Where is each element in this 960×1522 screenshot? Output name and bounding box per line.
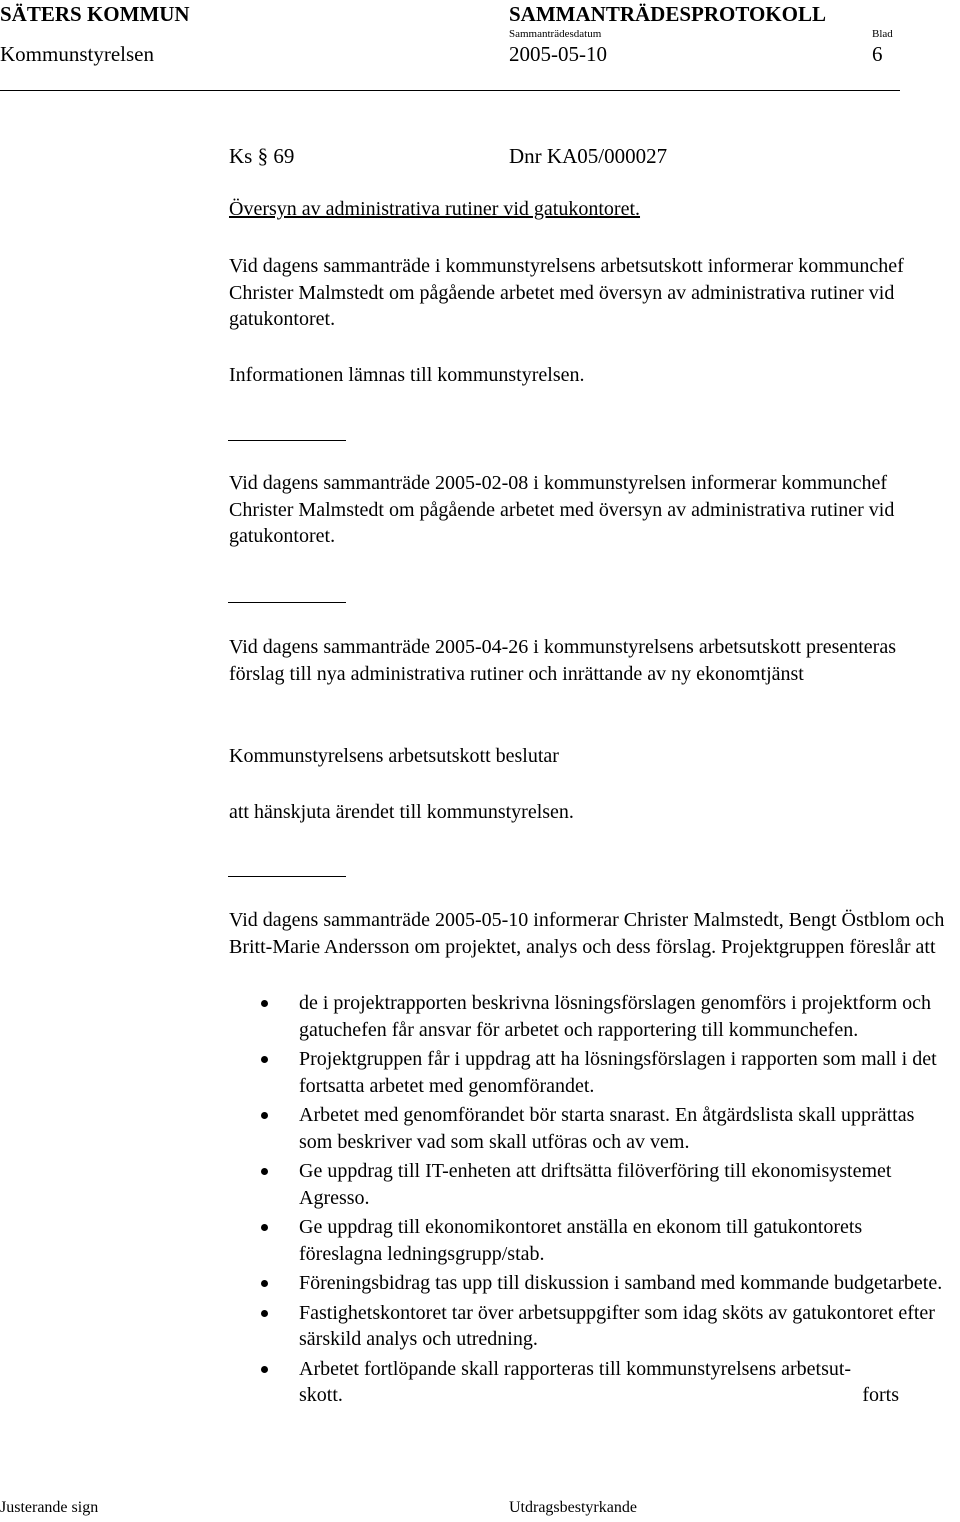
bullet-icon xyxy=(261,1280,268,1287)
paragraph-5: Kommunstyrelsens arbetsutskott beslutar xyxy=(229,745,559,767)
item-title: Översyn av administrativa rutiner vid gatukontoret. xyxy=(229,198,641,220)
proposal-list xyxy=(229,990,945,1412)
separator-2 xyxy=(228,602,346,603)
list-item-text: Arbetet med genomförandet bör starta snarast. En åtgärdslista skall upprättas som beskriver vad som skall utföras och av vem. xyxy=(299,1104,915,1153)
municipality-name: SÄTERS KOMMUN xyxy=(0,2,190,26)
list-item-text: Ge uppdrag till ekonomikontoret anställa en ekonom till gatukontorets föreslagna ledningsgrupp/stab. xyxy=(299,1216,863,1265)
protocol-title: SAMMANTRÄDESPROTOKOLL xyxy=(509,2,826,26)
body-name: Kommunstyrelsen xyxy=(0,42,154,66)
bullet-icon xyxy=(261,1224,268,1231)
list-item-text: Projektgruppen får i uppdrag att ha lösningsförslagen i rapporten som mall i det fortsatta arbetet med genomförandet. xyxy=(299,1048,937,1097)
paragraph-6: att hänskjuta ärendet till kommunstyrelsen. xyxy=(229,801,574,823)
footer-justering: Justerande sign xyxy=(0,1499,99,1516)
date-label: Sammanträdesdatum xyxy=(509,28,602,40)
list-item-text: de i projektrapporten beskrivna lösningsförslagen genomförs i projektform och gatuchefen får ansvar för arbetet och rapportering till kommunchefen. xyxy=(299,992,932,1041)
bullet-icon xyxy=(261,1112,268,1119)
list-item-text: Föreningsbidrag tas upp till diskussion i samband med kommande budgetarbete. xyxy=(299,1272,943,1294)
list-item-text: Fastighetskontoret tar över arbetsuppgifter som idag sköts av gatukontoret efter särskild analys och utredning. xyxy=(299,1301,935,1350)
list-item xyxy=(229,1300,945,1353)
bullet-icon xyxy=(261,1168,268,1175)
meeting-date: 2005-05-10 xyxy=(509,42,607,66)
list-item xyxy=(229,1270,945,1297)
page-number: 6 xyxy=(872,42,883,66)
item-number: Ks § 69 xyxy=(229,144,295,168)
paragraph-7: Vid dagens sammanträde 2005-05-10 informerar Christer Malmstedt, Bengt Östblom och Britt-Marie Andersson om projektet, analys och dess förslag. Projektgruppen föreslår att xyxy=(229,909,945,958)
last-bullet-line-1: Arbetet fortlöpande skall rapporteras till kommunstyrelsens arbetsut- xyxy=(299,1357,852,1380)
footer-utdrag: Utdragsbestyrkande xyxy=(509,1499,637,1516)
list-item xyxy=(229,1158,945,1211)
paragraph-3: Vid dagens sammanträde 2005-02-08 i kommunstyrelsen informerar kommunchef Christer Malmstedt om pågående arbetet med översyn av administrativa rutiner vid gatukontoret. xyxy=(229,472,895,547)
list-item xyxy=(229,1214,945,1267)
item-dnr: Dnr KA05/000027 xyxy=(509,144,668,168)
bullet-icon xyxy=(261,1000,268,1007)
list-item xyxy=(229,1102,945,1155)
page-label: Blad xyxy=(872,28,893,40)
paragraph-1: Vid dagens sammanträde i kommunstyrelsens arbetsutskott informerar kommunchef Christer Malmstedt om pågående arbetet med översyn av administrativa rutiner vid gatukontoret. xyxy=(229,255,904,330)
bullet-icon xyxy=(261,1056,268,1063)
paragraph-2: Informationen lämnas till kommunstyrelsen. xyxy=(229,364,585,386)
list-item xyxy=(229,990,945,1043)
bullet-icon xyxy=(261,1366,268,1373)
list-item-text: Ge uppdrag till IT-enheten att driftsätta filöverföring till ekonomisystemet Agresso. xyxy=(299,1160,892,1209)
bullet-icon xyxy=(261,1310,268,1317)
separator-3 xyxy=(228,876,346,877)
last-bullet-line-2: skott. xyxy=(299,1384,343,1406)
header-rule xyxy=(0,90,900,91)
paragraph-4: Vid dagens sammanträde 2005-04-26 i kommunstyrelsens arbetsutskott presenteras förslag till nya administrativa rutiner och inrättande av ny ekonomtjänst xyxy=(229,636,896,685)
continued-marker: forts xyxy=(862,1384,899,1406)
separator-1 xyxy=(228,440,346,441)
list-item-last xyxy=(229,1356,945,1409)
list-item xyxy=(229,1046,945,1099)
